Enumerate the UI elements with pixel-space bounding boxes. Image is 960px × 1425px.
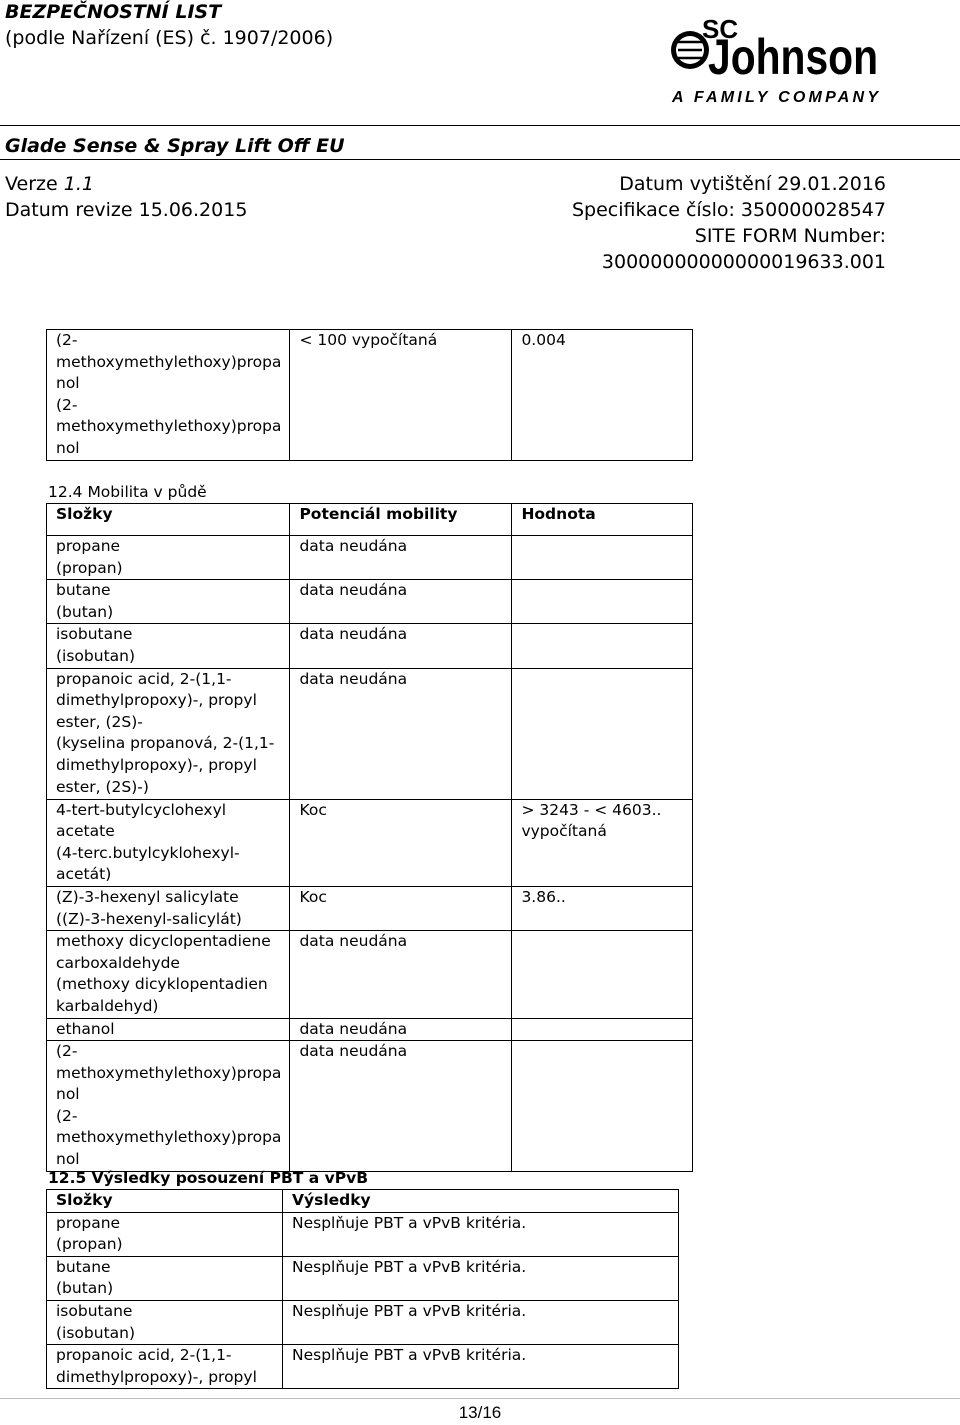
- table-row: [47, 580, 693, 624]
- revision-date: Datum revize 15.06.2015: [5, 199, 248, 221]
- value-cell: [290, 330, 512, 461]
- cell-text-line: Koc: [299, 800, 327, 819]
- cell-text-line: data neudána: [299, 1019, 408, 1038]
- cell-text-line: < 100 vypočítaná: [299, 331, 438, 349]
- cell-text-line: 3.86..: [521, 887, 566, 906]
- cell-text-line: (2-: [56, 1042, 78, 1061]
- cell-text-line: dimethylpropoxy)-, propyl: [56, 691, 257, 710]
- mobility-cell: [290, 580, 512, 624]
- cell-text-line: (kyselina propanová, 2-(1,1-: [56, 734, 275, 753]
- cell-text-line: Nesplňuje PBT a vPvB kritéria.: [292, 1257, 527, 1276]
- cell-text-line: propane: [56, 1213, 121, 1232]
- cell-text-line: (4-terc.butylcyklohexyl-: [56, 843, 240, 862]
- cell-text-line: data neudána: [299, 581, 408, 600]
- cell-text-line: ethanol: [56, 1019, 115, 1038]
- cell-text-line: (isobutan): [56, 646, 136, 665]
- footer-divider: [0, 1398, 960, 1399]
- product-name: Glade Sense & Spray Lift Off EU: [5, 135, 345, 157]
- cell-text-line: data neudána: [299, 1042, 408, 1061]
- table-row: [47, 799, 693, 886]
- table-row: [47, 668, 693, 799]
- cell-text-line: propanoic acid, 2-(1,1-: [56, 1346, 232, 1365]
- mobility-cell: [290, 536, 512, 580]
- cell-text-line: data neudána: [299, 537, 408, 555]
- table-row: [47, 886, 693, 930]
- value-cell: [512, 931, 693, 1018]
- mobility-cell: [290, 1018, 512, 1041]
- cell-text-line: dimethylpropoxy)-, propyl: [56, 755, 257, 774]
- value-cell: [512, 1041, 693, 1172]
- cell-text-line: propanoic acid, 2-(1,1-: [56, 669, 232, 688]
- component-cell: [47, 1256, 283, 1300]
- cell-text-line: ester, (2S)-): [56, 777, 149, 796]
- table-header-row: [47, 1190, 679, 1213]
- document-title: BEZPEČNOSTNÍ LIST: [5, 1, 222, 23]
- value-cell: [512, 668, 693, 799]
- cell-text-line: acetát): [56, 865, 112, 884]
- table-header-row: [47, 504, 693, 536]
- table-row: [47, 1345, 679, 1389]
- sc-johnson-logo: [668, 8, 882, 108]
- column-header: Výsledky: [283, 1190, 679, 1213]
- value-cell: [512, 624, 693, 668]
- column-header: Složky: [47, 504, 290, 536]
- page-number: 13/16: [458, 1403, 502, 1422]
- value-cell: [512, 330, 693, 461]
- component-cell: [47, 886, 290, 930]
- logo-tagline: A FAMILY COMPANY: [672, 89, 878, 106]
- print-date: Datum vytištění 29.01.2016: [619, 173, 886, 195]
- cell-text-line: methoxymethylethoxy)propa: [56, 352, 282, 371]
- cell-text-line: 4-tert-butylcyclohexyl acetate: [56, 800, 227, 841]
- component-cell: [47, 624, 290, 668]
- section-12-5-heading: 12.5 Výsledky posouzení PBT a vPvB: [48, 1169, 369, 1187]
- cell-text-line: karbaldehyd): [56, 996, 159, 1015]
- result-cell: [283, 1256, 679, 1300]
- header-divider-2: [0, 159, 960, 160]
- cell-text-line: (butan): [56, 602, 114, 621]
- mobility-cell: [290, 624, 512, 668]
- table-row: [47, 1212, 679, 1256]
- mobility-cell: [290, 1041, 512, 1172]
- cell-text-line: Nesplňuje PBT a vPvB kritéria.: [292, 1301, 527, 1320]
- component-cell: [47, 799, 290, 886]
- site-form-label: SITE FORM Number:: [694, 225, 886, 247]
- cell-text-line: data neudána: [299, 669, 408, 688]
- cell-text-line: (2-: [56, 331, 78, 349]
- cell-text-line: (methoxy dicyklopentadien: [56, 975, 268, 994]
- version-line: [5, 171, 94, 197]
- cell-text-line: (Z)-3-hexenyl salicylate: [56, 887, 239, 906]
- cell-text-line: (2-: [56, 1106, 78, 1125]
- value-cell: [512, 1018, 693, 1041]
- cell-text-line: vypočítaná: [521, 822, 607, 841]
- column-header: Hodnota: [512, 504, 693, 536]
- value-cell: [512, 886, 693, 930]
- site-form-number: 30000000000000019633.001: [601, 251, 886, 273]
- component-cell: [47, 1018, 290, 1041]
- cell-text-line: (isobutan): [56, 1323, 136, 1342]
- cell-text-line: butane: [56, 581, 111, 600]
- table-row: [47, 1041, 693, 1172]
- mobility-cell: [290, 931, 512, 1018]
- table-row: [47, 624, 693, 668]
- cell-text-line: nol: [56, 438, 80, 457]
- spec-number: Specifikace číslo: 350000028547: [571, 199, 886, 221]
- mobility-cell: [290, 799, 512, 886]
- cell-text-line: data neudána: [299, 932, 408, 951]
- table-row: [47, 330, 693, 461]
- regulation-reference: (podle Nařízení (ES) č. 1907/2006): [5, 27, 334, 49]
- result-cell: [283, 1345, 679, 1389]
- cell-text-line: carboxaldehyde: [56, 953, 180, 972]
- component-cell: [47, 931, 290, 1018]
- cell-text-line: (2-: [56, 395, 78, 414]
- table-row: [47, 1018, 693, 1041]
- result-cell: [283, 1212, 679, 1256]
- top-continuation-table: [46, 329, 693, 461]
- cell-text-line: > 3243 - < 4603..: [521, 800, 662, 819]
- value-cell: [512, 536, 693, 580]
- component-cell: [47, 536, 290, 580]
- component-cell: [47, 1212, 283, 1256]
- cell-text-line: propane: [56, 537, 121, 555]
- component-cell: [47, 668, 290, 799]
- mobility-table: [46, 503, 693, 1172]
- cell-text-line: 0.004: [521, 331, 566, 349]
- cell-text-line: ester, (2S)-: [56, 712, 143, 731]
- cell-text-line: Nesplňuje PBT a vPvB kritéria.: [292, 1213, 527, 1232]
- component-cell: [47, 330, 290, 461]
- cell-text-line: isobutane: [56, 1301, 133, 1320]
- column-header: Složky: [47, 1190, 283, 1213]
- value-cell: [512, 799, 693, 886]
- header-divider: [0, 125, 960, 126]
- cell-text-line: dimethylpropoxy)-, propyl: [56, 1367, 257, 1386]
- cell-text-line: Nesplňuje PBT a vPvB kritéria.: [292, 1346, 527, 1365]
- component-cell: [47, 580, 290, 624]
- cell-text-line: Koc: [299, 887, 327, 906]
- logo-sc-text: SC: [702, 14, 739, 44]
- result-cell: [283, 1300, 679, 1344]
- cell-text-line: methoxymethylethoxy)propa: [56, 417, 282, 436]
- cell-text-line: data neudána: [299, 625, 408, 644]
- table-row: [47, 1300, 679, 1344]
- value-cell: [512, 580, 693, 624]
- table-row: [47, 931, 693, 1018]
- cell-text-line: isobutane: [56, 625, 133, 644]
- component-cell: [47, 1041, 290, 1172]
- table-row: [47, 536, 693, 580]
- cell-text-line: (propan): [56, 1235, 123, 1254]
- logo-name-text: Johnson: [708, 29, 878, 85]
- cell-text-line: methoxy dicyclopentadiene: [56, 932, 271, 951]
- cell-text-line: (butan): [56, 1279, 114, 1298]
- cell-text-line: butane: [56, 1257, 111, 1276]
- cell-text-line: nol: [56, 374, 80, 393]
- table-row: [47, 1256, 679, 1300]
- version-label: Verze: [5, 173, 58, 195]
- cell-text-line: methoxymethylethoxy)propa: [56, 1128, 282, 1147]
- mobility-cell: [290, 886, 512, 930]
- cell-text-line: nol: [56, 1150, 80, 1169]
- cell-text-line: ((Z)-3-hexenyl-salicylát): [56, 909, 242, 928]
- cell-text-line: methoxymethylethoxy)propa: [56, 1063, 282, 1082]
- section-12-4-heading: 12.4 Mobilita v půdě: [48, 483, 207, 501]
- mobility-cell: [290, 668, 512, 799]
- pbt-table: [46, 1189, 679, 1389]
- cell-text-line: (propan): [56, 558, 123, 577]
- component-cell: [47, 1300, 283, 1344]
- column-header: Potenciál mobility: [290, 504, 512, 536]
- component-cell: [47, 1345, 283, 1389]
- version-value: 1.1: [63, 173, 94, 195]
- cell-text-line: nol: [56, 1085, 80, 1104]
